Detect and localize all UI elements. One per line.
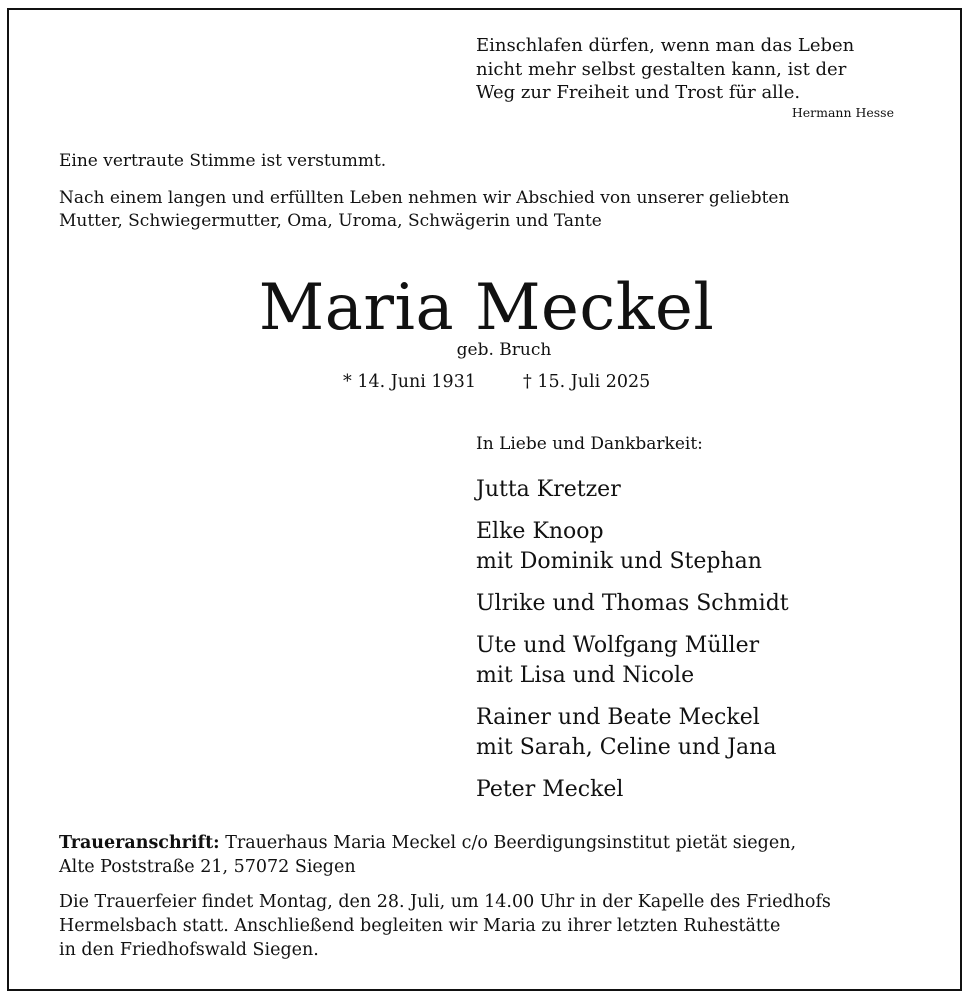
ceremony-line: Die Trauerfeier findet Montag, den 28. Juli, um 14.00 Uhr in der Kapelle des Friedhofs [59,892,831,912]
intro-line: Mutter, Schwiegermutter, Oma, Uroma, Schwägerin und Tante [59,211,602,231]
quote-line: nicht mehr selbst gestalten kann, ist der [476,58,847,80]
mourner-line: Rainer und Beate Meckel [476,705,760,730]
deceased-name: Maria Meckel [258,271,715,345]
ceremony-line: Hermelsbach statt. Anschließend begleiten wir Maria zu ihrer letzten Ruhestätte [59,916,781,936]
address-line: Alte Poststraße 21, 57072 Siegen [59,857,356,877]
mourner-entry [476,517,762,576]
birth-name: geb. Bruch [456,340,552,360]
mourner-line: mit Lisa und Nicole [476,662,695,688]
mourner-line: mit Sarah, Celine und Jana [476,734,777,760]
mourner-line: Peter Meckel [476,777,624,802]
address-text: Trauerhaus Maria Meckel c/o Beerdigungsinstitut pietät siegen, [219,833,797,853]
mourner-entry [476,703,776,762]
quote-line: Weg zur Freiheit und Trost für alle. [476,82,801,103]
address-label: Traueranschrift: [59,833,220,853]
quote-author: Hermann Hesse [791,105,894,120]
birth-date: * 14. Juni 1931 [343,372,476,392]
mourner-entry [476,475,621,505]
mourner-entry [476,631,759,690]
mourner-line: Ute und Wolfgang Müller [476,633,760,658]
quote-block [476,34,854,105]
address-line [59,832,796,856]
mourners-heading: In Liebe und Dankbarkeit: [476,434,703,454]
death-date: † 15. Juli 2025 [523,372,651,392]
mourner-line: Ulrike und Thomas Schmidt [476,591,789,616]
mourner-line: mit Dominik und Stephan [476,548,762,574]
mourner-entry [476,775,623,805]
mourner-entry [476,589,789,619]
ceremony-line: in den Friedhofswald Siegen. [59,940,319,960]
mourner-line: Jutta Kretzer [476,477,621,502]
mourner-line: Elke Knoop [476,519,604,544]
quote-line: Einschlafen dürfen, wenn man das Leben [476,35,855,56]
intro-line: Eine vertraute Stimme ist verstummt. [59,151,387,171]
intro-line: Nach einem langen und erfüllten Leben nehmen wir Abschied von unserer geliebten [59,188,790,208]
